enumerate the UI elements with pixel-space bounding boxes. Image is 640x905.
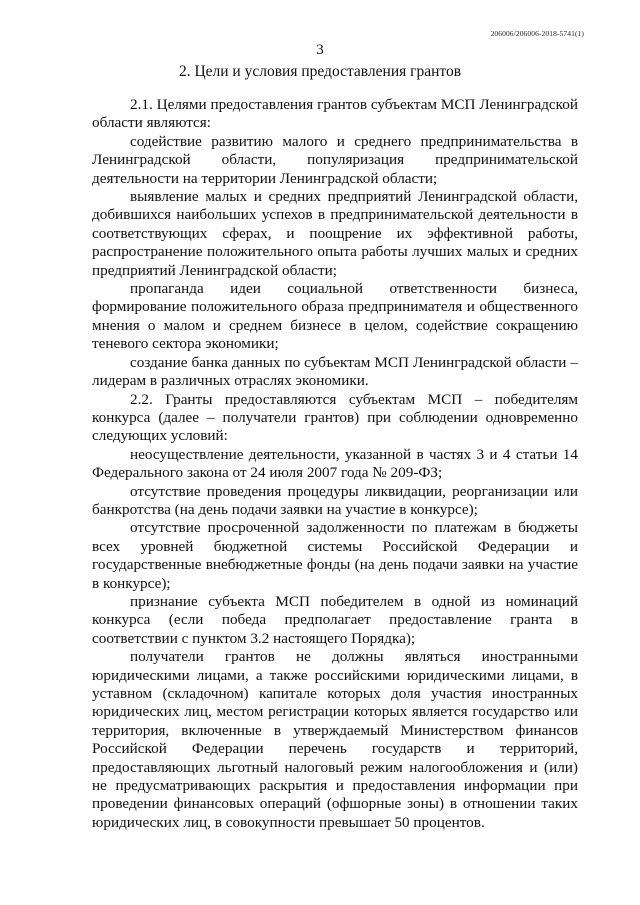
goal-item-support: содействие развитию малого и среднего предпринимательства в Ленинградской области, популяризация предпринимательской деятельности на территории Ленинградской области; xyxy=(92,132,578,187)
document-registration-code: 206006/206006-2018-5741(1) xyxy=(490,29,584,38)
page-number: 3 xyxy=(316,42,324,58)
paragraph-2-2-intro: 2.2. Гранты предоставляются субъектам МСП – победителям конкурса (далее – получатели грантов) при соблюдении одновременно следующих условий: xyxy=(92,390,578,445)
section-title: 2. Цели и условия предоставления грантов xyxy=(178,63,462,80)
goal-item-propaganda: пропаганда идеи социальной ответственности бизнеса, формирование положительного образа предпринимателя и общественного мнения о малом и среднем бизнесе в целом, содействие сокращению теневого сектора экономики; xyxy=(92,280,578,353)
condition-item-activity: неосуществление деятельности, указанной в частях 3 и 4 статьи 14 Федерального закона от 24 июля 2007 года № 209-ФЗ; xyxy=(92,445,578,482)
paragraph-2-1-intro: 2.1. Целями предоставления грантов субъектам МСП Ленинградской области являются: xyxy=(92,96,578,132)
condition-item-foreign-entities: получатели грантов не должны являться иностранными юридическими лицами, а также российскими юридическими лицами, в уставном (складочном) капитале которых доля участия иностранных юридических лиц, местом регистрации которых является государство или территория, включенные в утверждаемый Министерством финансов Российской Федерации перечень государств и территорий, предоставляющих льготный налоговый режим налогообложения и (или) не предусматривающих раскрытия и предоставления информации при проведении финансовых операций (офшорные зоны) в отношении таких юридических лиц, в совокупности превышает 50 процентов. xyxy=(92,648,578,831)
condition-item-winner: признание субъекта МСП победителем в одной из номинаций конкурса (если победа предполагает предоставление гранта в соответствии с пунктом 3.2 настоящего Порядка); xyxy=(92,592,578,647)
goal-item-identification: выявление малых и средних предприятий Ленинградской области, добившихся наибольших успехов в предпринимательской деятельности в соответствующих сферах, и поощрение их эффективной работы, распространение положительного опыта работы лучших малых и средних предприятий Ленинградской области; xyxy=(92,188,578,279)
goal-item-database: создание банка данных по субъектам МСП Ленинградской области – лидерам в различных отраслях экономики. xyxy=(92,353,578,390)
condition-item-debt: отсутствие просроченной задолженности по платежам в бюджеты всех уровней бюджетной системы Российской Федерации и государственные внебюджетные фонды (на день подачи заявки на участие в конкурсе); xyxy=(92,519,578,592)
document-body xyxy=(92,96,578,832)
condition-item-liquidation: отсутствие проведения процедуры ликвидации, реорганизации или банкротства (на день подачи заявки на участие в конкурсе); xyxy=(92,482,578,518)
